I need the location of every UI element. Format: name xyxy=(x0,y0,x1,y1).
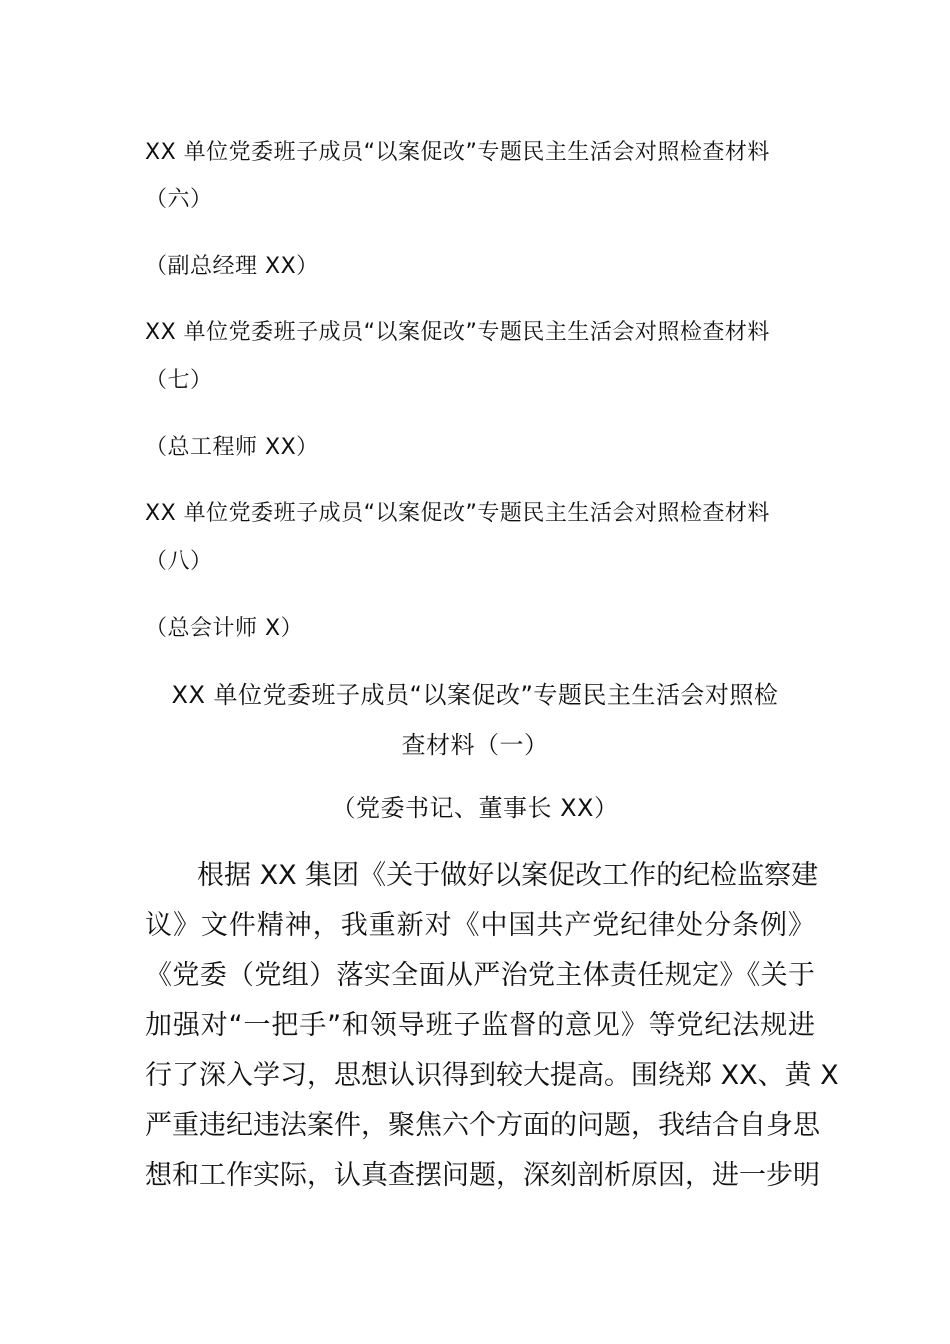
body-line-4: 加强对“一把手”和领导班子监督的意见》等党纪法规进 xyxy=(145,1010,815,1041)
body-line-1: 根据 XX 集团《关于做好以案促改工作的纪检监察建 xyxy=(197,860,819,891)
toc-entry-7-title: XX 单位党委班子成员“以案促改”专题民主生活会对照检查材料 xyxy=(145,320,770,345)
toc-entry-8-role: （总会计师 X） xyxy=(145,616,304,641)
body-line-3: 《党委（党组）落实全面从严治党主体责任规定》《关于 xyxy=(145,960,815,991)
toc-entry-6-title: XX 单位党委班子成员“以案促改”专题民主生活会对照检查材料 xyxy=(145,140,770,165)
toc-entry-8-number: （八） xyxy=(145,549,213,574)
toc-entry-8-title: XX 单位党委班子成员“以案促改”专题民主生活会对照检查材料 xyxy=(145,501,770,526)
document-title-line-2: 查材料（一） xyxy=(401,731,549,759)
toc-entry-7-number: （七） xyxy=(145,368,213,393)
body-line-5: 行了深入学习，思想认识得到较大提高。围绕郑 XX、黄 X xyxy=(145,1060,839,1091)
document-title-line-1: XX 单位党委班子成员“以案促改”专题民主生活会对照检 xyxy=(171,681,779,709)
toc-entry-6-role: （副总经理 XX） xyxy=(145,254,319,279)
toc-entry-7-role: （总工程师 XX） xyxy=(145,435,319,460)
document-subtitle: （党委书记、董事长 XX） xyxy=(331,794,619,822)
toc-entry-6-number: （六） xyxy=(145,187,213,212)
body-line-6: 严重违纪违法案件，聚焦六个方面的问题，我结合自身思 xyxy=(145,1110,820,1141)
body-line-7: 想和工作实际，认真查摆问题，深刻剖析原因，进一步明 xyxy=(145,1160,820,1191)
body-line-2: 议》文件精神，我重新对《中国共产党纪律处分条例》 xyxy=(145,910,815,941)
